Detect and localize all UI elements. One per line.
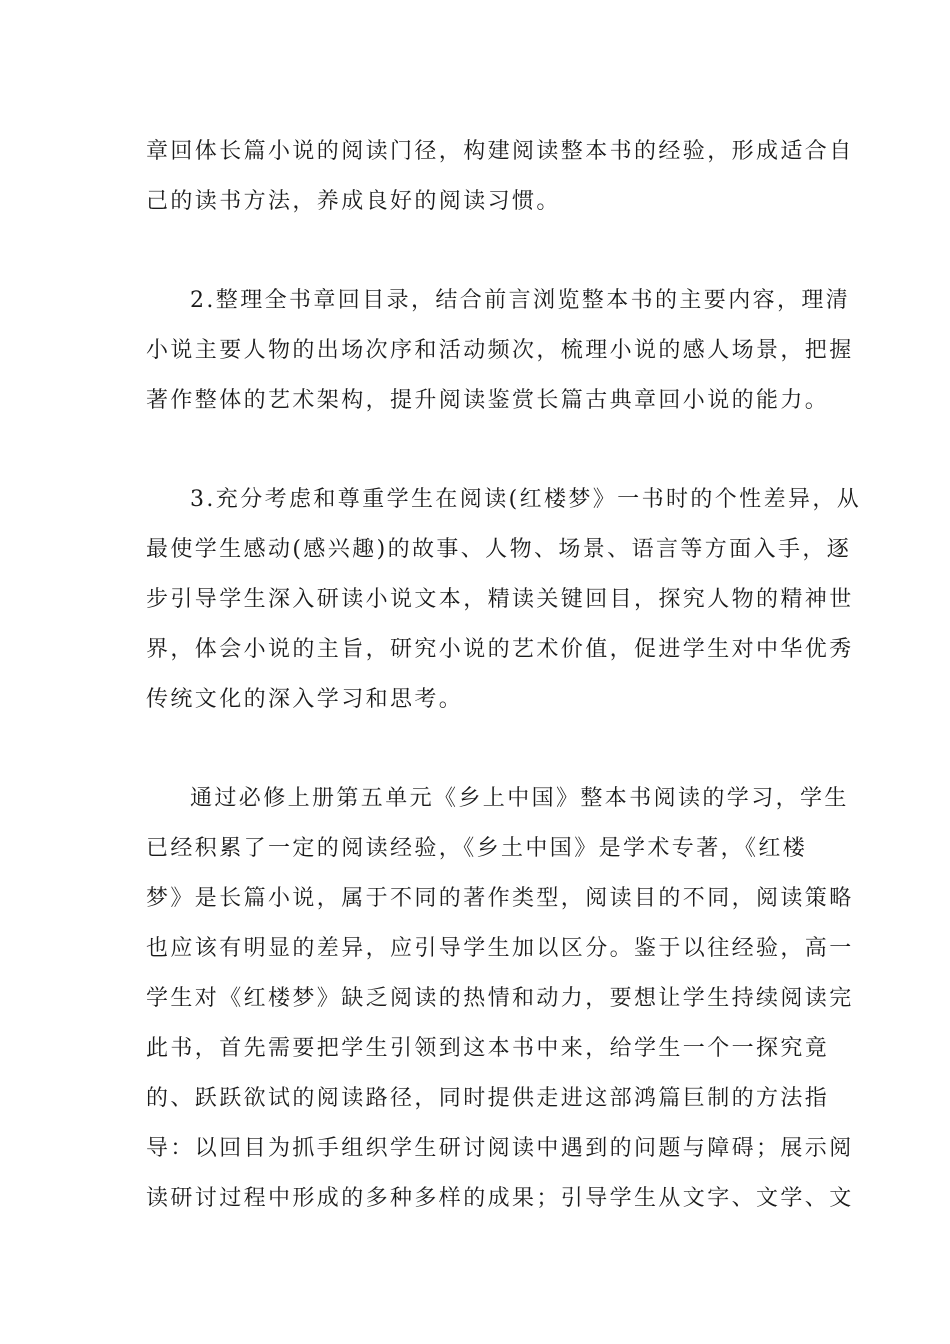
paragraph-line: 学生对《红楼梦》缺乏阅读的热情和动力，要想让学生持续阅读完 <box>146 986 854 1011</box>
paragraph-line: 传统文化的深入学习和思考。 <box>146 687 464 712</box>
paragraph-line: 界，体会小说的主旨，研究小说的艺术价值，促进学生对中华优秀 <box>146 637 854 662</box>
paragraph-line: 章回体长篇小说的阅读门径，构建阅读整本书的经验，形成适合自 <box>146 139 854 164</box>
paragraph-line: 步引导学生深入研读小说文本，精读关键回目，探究人物的精神世 <box>146 587 854 612</box>
paragraph-line: 3.充分考虑和尊重学生在阅读(红楼梦》一书时的个性差异，从 <box>190 487 862 512</box>
paragraph-line: 读研讨过程中形成的多种多样的成果；引导学生从文字、文学、文 <box>146 1186 854 1211</box>
paragraph-line: 已经积累了一定的阅读经验，《乡土中国》是学术专著，《红楼 <box>146 836 808 861</box>
paragraph-line: 导：以回目为抓手组织学生研讨阅读中遇到的问题与障碍；展示阅 <box>146 1136 854 1161</box>
paragraph-line: 通过必修上册第五单元《乡上中国》整本书阅读的学习，学生 <box>190 786 849 811</box>
paragraph-line: 最使学生感动(感兴趣)的故事、人物、场景、语言等方面入手，逐 <box>146 537 852 562</box>
paragraph-line: 此书，首先需要把学生引领到这本书中来，给学生一个一探究竟 <box>146 1036 830 1061</box>
paragraph-line: 也应该有明显的差异，应引导学生加以区分。鉴于以往经验，高一 <box>146 936 854 961</box>
paragraph-line: 梦》是长篇小说，属于不同的著作类型，阅读目的不同，阅读策略 <box>146 886 854 911</box>
paragraph-line: 著作整体的艺术架构，提升阅读鉴赏长篇古典章回小说的能力。 <box>146 388 830 413</box>
paragraph-line: 的、跃跃欲试的阅读路径，同时提供走进这部鸿篇巨制的方法指 <box>146 1086 830 1111</box>
paragraph-line: 己的读书方法，养成良好的阅读习惯。 <box>146 189 561 214</box>
paragraph-line: 小说主要人物的出场次序和活动频次，梳理小说的感人场景，把握 <box>146 338 854 363</box>
paragraph-line: 2.整理全书章回目录，结合前言浏览整本书的主要内容，理清 <box>190 288 851 313</box>
